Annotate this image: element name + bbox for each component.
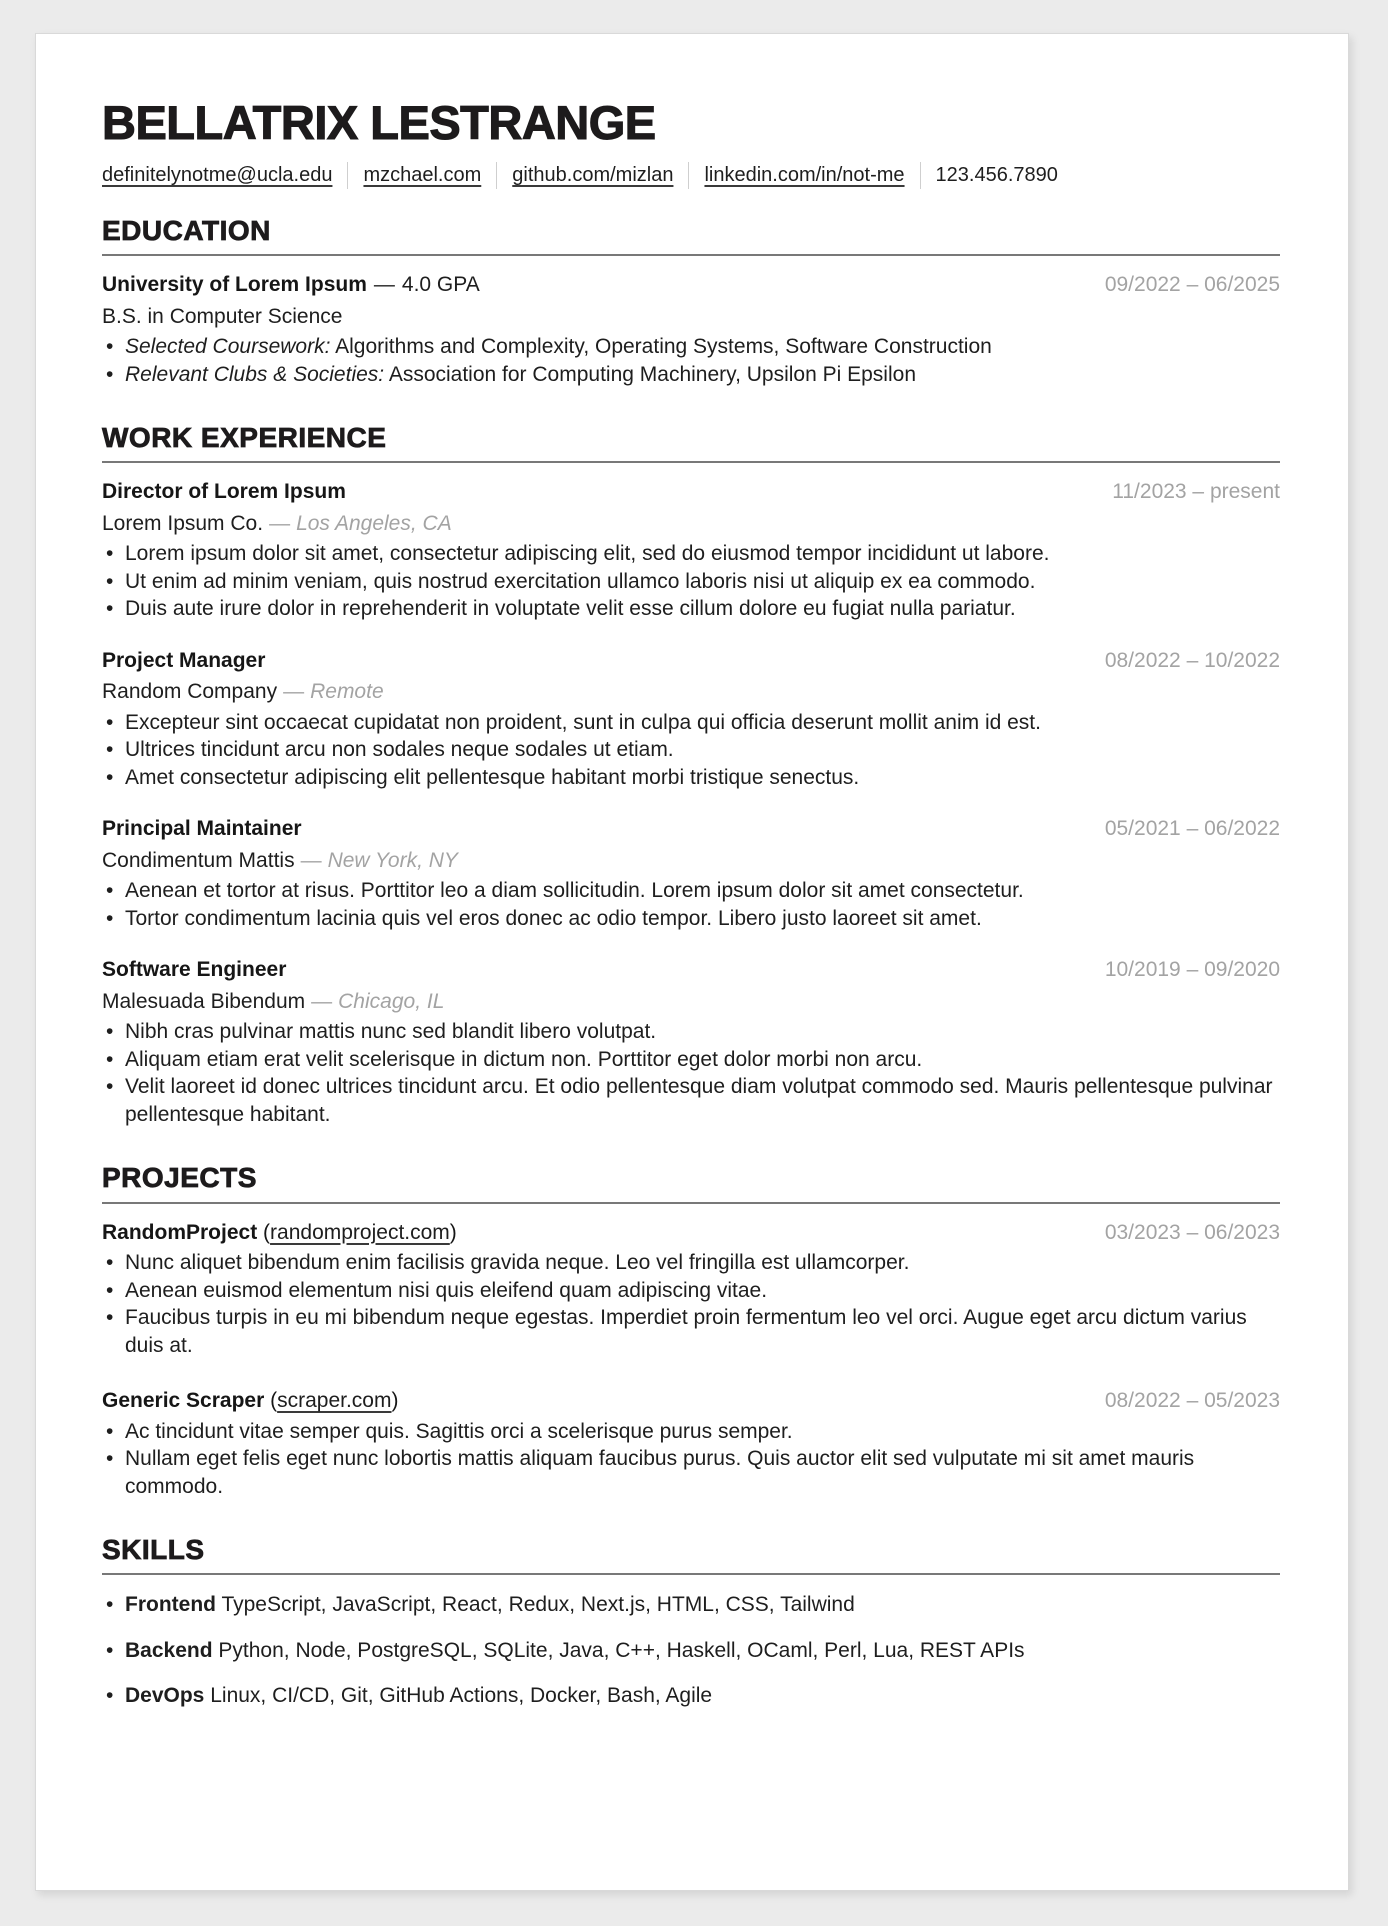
job-dates: 08/2022 – 10/2022 <box>1104 648 1280 672</box>
company-line <box>102 510 1280 538</box>
company-name: Random Company <box>102 680 278 704</box>
contact-website <box>348 162 497 189</box>
job-bullet-list <box>102 877 1280 932</box>
company-line <box>102 847 1280 875</box>
dash-separator: — <box>300 848 322 872</box>
bullet-text: Association for Computing Machinery, Upsilon Pi Epsilon <box>384 362 917 386</box>
bullet-lead: Selected Coursework: <box>125 335 331 359</box>
section-education <box>102 215 1280 388</box>
job-bullet-list <box>102 540 1280 623</box>
dash-separator: — <box>311 989 333 1013</box>
section-rule <box>102 254 1280 256</box>
list-item: • Excepteur sint occaecat cupidatat non proident, sunt in culpa qui officia deserunt mollit anim id est. <box>102 709 1280 737</box>
education-entry <box>102 271 1280 388</box>
skill-values: Python, Node, PostgreSQL, SQLite, Java, C++, Haskell, OCaml, Perl, Lua, REST APIs <box>218 1638 1025 1662</box>
github-link[interactable]: github.com/mizlan <box>512 164 674 187</box>
contact-linkedin <box>689 162 920 189</box>
list-item: • Ac tincidunt vitae semper quis. Sagittis orci a scelerisque purus semper. <box>102 1418 1280 1446</box>
list-item: • Nibh cras pulvinar mattis nunc sed blandit libero volutpat. <box>102 1018 1280 1046</box>
resume-page <box>35 33 1349 1891</box>
list-item <box>102 361 1280 389</box>
list-item: • Velit laoreet id donec ultrices tincidunt arcu. Et odio pellentesque diam volutpat commodo sed. Mauris pellentesque pulvinar pellentesque habitant. <box>102 1073 1280 1128</box>
resume-content <box>36 34 1348 1710</box>
section-skills <box>102 1534 1280 1710</box>
linkedin-link[interactable]: linkedin.com/in/not-me <box>704 164 905 187</box>
list-item <box>102 1682 1280 1710</box>
section-heading-projects: PROJECTS <box>102 1162 257 1194</box>
website-link[interactable]: mzchael.com <box>363 164 482 187</box>
email-link[interactable]: definitelynotme@ucla.edu <box>102 164 333 187</box>
job-dates: 11/2023 – present <box>1112 480 1280 504</box>
job-entry-head <box>102 647 1280 675</box>
project-entry <box>102 1219 1280 1360</box>
job-bullet-list <box>102 1018 1280 1128</box>
company-line <box>102 988 1280 1016</box>
contact-phone: 123.456.7890 <box>935 164 1058 187</box>
page-title: BELLATRIX LESTRANGE <box>102 96 656 149</box>
list-item <box>102 1591 1280 1619</box>
company-name: Malesuada Bibendum <box>102 989 306 1013</box>
paren-open: ( <box>270 1389 278 1413</box>
list-item: • Nunc aliquet bibendum enim facilisis gravida neque. Leo vel fringilla est ullamcorper. <box>102 1249 1280 1277</box>
project-title-line <box>102 1219 457 1247</box>
project-dates: 08/2022 – 05/2023 <box>1104 1389 1280 1413</box>
school-name-line <box>102 271 480 299</box>
job-title: Principal Maintainer <box>102 817 302 841</box>
skill-category: Frontend <box>125 1593 216 1617</box>
bullet-lead: Relevant Clubs & Societies: <box>125 362 385 386</box>
list-item: • Ut enim ad minim veniam, quis nostrud exercitation ullamco laboris nisi ut aliquip ex ea commodo. <box>102 568 1280 596</box>
job-location: New York, NY <box>327 848 458 872</box>
skill-values: TypeScript, JavaScript, React, Redux, Next.js, HTML, CSS, Tailwind <box>221 1593 855 1617</box>
job-title: Project Manager <box>102 648 266 672</box>
project-name: Generic Scraper <box>102 1389 265 1413</box>
gpa-value: 4.0 GPA <box>401 273 480 297</box>
education-bullet-list <box>102 333 1280 388</box>
school-name: University of Lorem Ipsum <box>102 273 367 297</box>
section-rule <box>102 1573 1280 1575</box>
job-dates: 10/2019 – 09/2020 <box>1104 958 1280 982</box>
job-entry-head <box>102 815 1280 843</box>
project-bullet-list <box>102 1418 1280 1501</box>
section-work-experience <box>102 422 1280 1128</box>
job-entry <box>102 647 1280 792</box>
dash-separator: — <box>373 273 395 297</box>
job-dates: 05/2021 – 06/2022 <box>1104 817 1280 841</box>
job-entry <box>102 478 1280 623</box>
section-rule <box>102 461 1280 463</box>
project-entry <box>102 1387 1280 1500</box>
project-title-line <box>102 1387 398 1415</box>
dash-separator: — <box>269 511 291 535</box>
company-name: Condimentum Mattis <box>102 848 295 872</box>
list-item: • Amet consectetur adipiscing elit pellentesque habitant morbi tristique senectus. <box>102 764 1280 792</box>
job-location: Los Angeles, CA <box>296 511 452 535</box>
list-item <box>102 1637 1280 1665</box>
project-bullet-list <box>102 1249 1280 1359</box>
dash-separator: — <box>283 680 305 704</box>
list-item: • Ultrices tincidunt arcu non sodales neque sodales ut etiam. <box>102 736 1280 764</box>
contact-github <box>497 162 689 189</box>
paren-close: ) <box>449 1220 457 1244</box>
project-name: RandomProject <box>102 1220 258 1244</box>
job-location: Remote <box>310 680 384 704</box>
skill-values: Linux, CI/CD, Git, GitHub Actions, Docker, Bash, Agile <box>210 1684 713 1708</box>
job-entry <box>102 956 1280 1128</box>
list-item: • Nullam eget felis eget nunc lobortis mattis aliquam faucibus purus. Quis auctor elit sed vulputate mi sit amet mauris commodo. <box>102 1445 1280 1500</box>
list-item: • Duis aute irure dolor in reprehenderit in voluptate velit esse cillum dolore eu fugiat nulla pariatur. <box>102 595 1280 623</box>
contact-bar <box>102 162 1280 189</box>
project-link[interactable]: randomproject.com <box>270 1220 450 1244</box>
skills-list <box>102 1591 1280 1710</box>
list-item: • Faucibus turpis in eu mi bibendum neque egestas. Imperdiet proin fermentum leo vel orci. Augue eget arcu dictum varius duis at. <box>102 1304 1280 1359</box>
skill-category: DevOps <box>125 1684 205 1708</box>
job-location: Chicago, IL <box>338 989 445 1013</box>
section-heading-education: EDUCATION <box>102 215 271 247</box>
list-item: • Aenean euismod elementum nisi quis eleifend quam adipiscing vitae. <box>102 1277 1280 1305</box>
job-title: Director of Lorem Ipsum <box>102 480 346 504</box>
project-link[interactable]: scraper.com <box>277 1389 392 1413</box>
project-dates: 03/2023 – 06/2023 <box>1104 1220 1280 1244</box>
list-item <box>102 333 1280 361</box>
job-entry-head <box>102 956 1280 984</box>
list-item: • Aenean et tortor at risus. Porttitor leo a diam sollicitudin. Lorem ipsum dolor sit amet consectetur. <box>102 877 1280 905</box>
degree-line: B.S. in Computer Science <box>102 304 343 328</box>
project-entry-head <box>102 1387 1280 1415</box>
section-projects <box>102 1162 1280 1500</box>
skill-category: Backend <box>125 1638 213 1662</box>
section-heading-work: WORK EXPERIENCE <box>102 422 387 454</box>
education-dates: 09/2022 – 06/2025 <box>1104 273 1280 297</box>
contact-email <box>102 162 348 189</box>
section-heading-skills: SKILLS <box>102 1534 205 1566</box>
job-entry-head <box>102 478 1280 506</box>
company-line <box>102 678 1280 706</box>
job-entry <box>102 815 1280 932</box>
education-entry-head <box>102 271 1280 299</box>
job-bullet-list <box>102 709 1280 792</box>
list-item: • Tortor condimentum lacinia quis vel eros donec ac odio tempor. Libero justo laoreet sit amet. <box>102 905 1280 933</box>
list-item: • Aliquam etiam erat velit scelerisque in dictum non. Porttitor eget dolor morbi non arcu. <box>102 1046 1280 1074</box>
project-entry-head <box>102 1219 1280 1247</box>
bullet-text: Algorithms and Complexity, Operating Systems, Software Construction <box>330 335 992 359</box>
paren-close: ) <box>391 1389 399 1413</box>
section-rule <box>102 1202 1280 1204</box>
company-name: Lorem Ipsum Co. <box>102 511 264 535</box>
job-title: Software Engineer <box>102 958 287 982</box>
list-item: • Lorem ipsum dolor sit amet, consectetur adipiscing elit, sed do eiusmod tempor incididunt ut labore. <box>102 540 1280 568</box>
paren-open: ( <box>263 1220 271 1244</box>
